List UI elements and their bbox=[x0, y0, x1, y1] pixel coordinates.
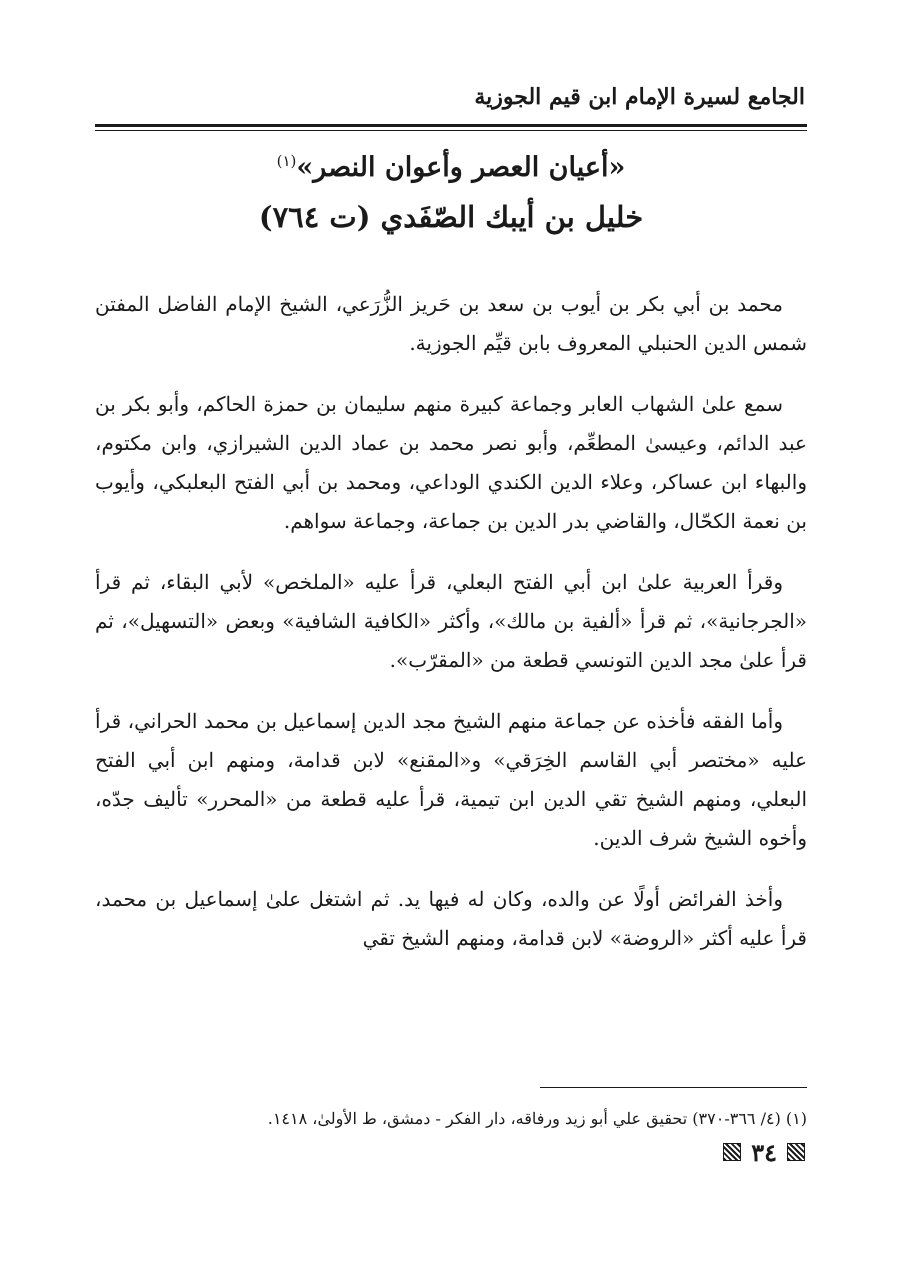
section-title-line2: خليل بن أيبك الصّفَدي (ت ٧٦٤) bbox=[258, 200, 644, 234]
body-text bbox=[95, 285, 807, 980]
paragraph: وأخذ الفرائض أولًا عن والده، وكان له فيها يد. ثم اشتغل علىٰ إسماعيل بن محمد، قرأ عليه أكثر «الروضة» لابن قدامة، ومنهم الشيخ تقي bbox=[95, 887, 807, 950]
section-title-line1 bbox=[95, 152, 807, 183]
footnote-ref: (١) bbox=[276, 152, 297, 170]
header-rule-thick bbox=[95, 124, 807, 127]
ornament-left-icon bbox=[723, 1143, 741, 1161]
source-title: «أعيان العصر وأعوان النصر» bbox=[296, 152, 626, 183]
paragraph: وأما الفقه فأخذه عن جماعة منهم الشيخ مجد الدين إسماعيل بن محمد الحراني، قرأ عليه «مختصر أبي القاسم الخِرَقي» و«المقنع» لابن قدامة، ومنهم ابن أبي الفتح البعلي، ومنهم الشيخ تقي الدين ابن تيمية، قرأ عليه قطعة من «المحرر» تأليف جدّه، وأخوه الشيخ شرف الدين. bbox=[95, 709, 807, 850]
running-title: الجامع لسيرة الإمام ابن قيم الجوزية bbox=[474, 84, 805, 110]
page-number: ٣٤ bbox=[751, 1137, 777, 1167]
page-number-block bbox=[723, 1139, 805, 1165]
paragraph: محمد بن أبي بكر بن أيوب بن سعد بن حَريز الزُّرَعي، الشيخ الإمام الفاضل المفتن شمس الدين الحنبلي المعروف بابن قيِّم الجوزية. bbox=[95, 292, 807, 355]
footnote-rule bbox=[540, 1087, 807, 1088]
paragraph: وقرأ العربية علىٰ ابن أبي الفتح البعلي، قرأ عليه «الملخص» لأبي البقاء، ثم قرأ «الجرجانية»، ثم قرأ «ألفية بن مالك»، وأكثر «الكافية الشافية» وبعض «التسهيل»، ثم قرأ علىٰ مجد الدين التونسي قطعة من «المقرّب». bbox=[95, 570, 807, 672]
ornament-right-icon bbox=[787, 1143, 805, 1161]
paragraph: سمع علىٰ الشهاب العابر وجماعة كبيرة منهم سليمان بن حمزة الحاكم، وأبو بكر بن عبد الدائم، وعيسىٰ المطعِّم، وأبو نصر محمد بن عماد الدين الشيرازي، وابن مكتوم، والبهاء ابن عساكر، وعلاء الدين الكندي الوداعي، ومحمد بن أبي الفتح البعلبكي، وأيوب بن نعمة الكحّال، والقاضي بدر الدين بن جماعة، وجماعة سواهم. bbox=[95, 392, 807, 533]
header-rule-thin bbox=[95, 130, 807, 131]
footnote: (١) (٤/ ٣٦٦-٣٧٠) تحقيق علي أبو زيد ورفاقه، دار الفكر - دمشق، ط الأولىٰ، ١٤١٨. bbox=[267, 1109, 807, 1128]
